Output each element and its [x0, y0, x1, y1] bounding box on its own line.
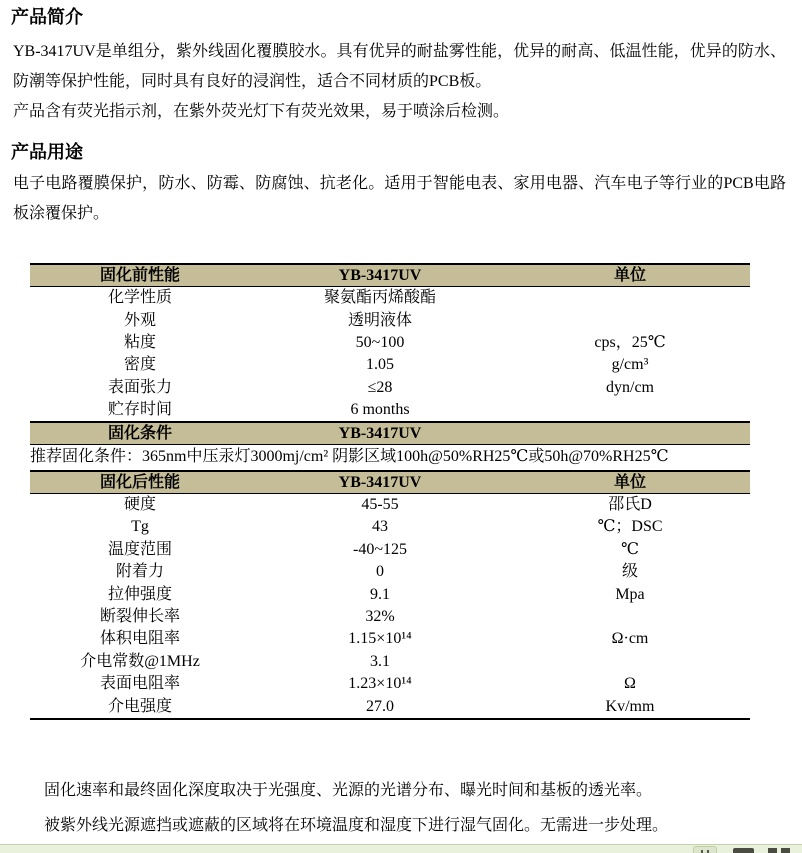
property-name: 介电强度 — [107, 697, 172, 715]
property-value: 43 — [372, 518, 388, 536]
table-row — [30, 695, 750, 717]
multi-page-view-icon[interactable] — [768, 848, 792, 853]
property-unit: dyn/cm — [606, 378, 654, 396]
header-product: YB-3417UV — [338, 473, 422, 491]
property-name: 拉伸强度 — [107, 585, 172, 603]
property-name: 表面电阻率 — [99, 675, 180, 693]
read-mode-view-icon[interactable] — [733, 848, 754, 853]
property-unit: cps，25℃ — [594, 333, 666, 351]
property-unit: Ω·cm — [611, 630, 649, 648]
property-name: 贮存时间 — [107, 401, 172, 419]
table-row — [30, 309, 750, 331]
property-value: 1.05 — [366, 356, 394, 374]
property-value: 9.1 — [370, 585, 390, 603]
table-row — [30, 606, 750, 628]
table-row — [30, 539, 750, 561]
properties-table — [30, 263, 750, 720]
property-value: 50~100 — [355, 333, 405, 351]
table-row — [30, 628, 750, 650]
usage-heading: 产品用途 — [11, 142, 83, 162]
intro-paragraph-2: 产品含有荧光指示剂，在紫外荧光灯下有荧光效果，易于喷涂后检测。 — [13, 103, 510, 120]
table-row — [30, 583, 750, 605]
property-unit: 邵氏D — [608, 496, 652, 514]
property-value: 6 months — [350, 401, 410, 419]
property-value: 1.23×10¹⁴ — [348, 675, 412, 693]
table-row — [30, 354, 750, 376]
header-title: 固化条件 — [107, 425, 172, 443]
table-row — [30, 673, 750, 695]
footnote-1: 固化速率和最终固化深度取决于光强度、光源的光谱分布、曝光时间和基板的透光率。 — [44, 781, 653, 799]
usage-paragraph: 电子电路覆膜保护，防水、防霉、防腐蚀、抗老化。适用于智能电表、家用电器、汽车电子等行业的PCB电路板涂覆保护。 — [13, 175, 786, 222]
property-name: 断裂伸长率 — [99, 607, 180, 625]
property-unit: Kv/mm — [605, 697, 655, 715]
property-unit: g/cm³ — [611, 356, 649, 374]
table-row — [30, 287, 750, 309]
property-name: 温度范围 — [107, 540, 172, 558]
footnote-2: 被紫外线光源遮挡或遮蔽的区域将在环境温度和湿度下进行湿气固化。无需进一步处理。 — [44, 816, 669, 834]
table-row — [30, 377, 750, 399]
header-title: 固化前性能 — [99, 267, 180, 284]
property-unit: 级 — [621, 563, 638, 581]
app-status-bar — [0, 844, 802, 853]
property-value: 透明液体 — [347, 311, 412, 329]
property-name: 硬度 — [123, 496, 156, 514]
property-name: 表面张力 — [107, 378, 172, 396]
table-row — [30, 651, 750, 673]
property-name: 附着力 — [115, 563, 164, 581]
table-row — [30, 494, 750, 516]
footnotes — [44, 773, 782, 843]
property-value: 32% — [365, 607, 395, 625]
property-name: 体积电阻率 — [99, 630, 180, 648]
header-product: YB-3417UV — [338, 267, 422, 284]
property-value: 聚氨酯丙烯酸酯 — [323, 289, 436, 307]
property-value: 3.1 — [370, 652, 390, 670]
table-row — [30, 561, 750, 583]
table-row — [30, 332, 750, 354]
property-unit: ℃ — [621, 540, 639, 558]
table-header-cure-condition — [30, 421, 750, 445]
table-row — [30, 516, 750, 538]
property-value: 1.15×10¹⁴ — [348, 630, 412, 648]
property-value: -40~125 — [353, 540, 407, 558]
intro-paragraph-1: YB-3417UV是单组分，紫外线固化覆膜胶水。具有优异的耐盐雾性能，优异的耐高、低温性能，优异的防水、防潮等保护性能，同时具有良好的浸润性，适合不同材质的PCB板。 — [13, 43, 786, 90]
header-unit: 单位 — [613, 473, 646, 491]
property-value: ≤28 — [367, 378, 393, 396]
header-unit: 单位 — [613, 267, 646, 284]
table-header-post-cure — [30, 470, 750, 494]
property-name: 粘度 — [123, 333, 156, 351]
table-row — [30, 399, 750, 421]
property-name: 介电常数@1MHz — [80, 652, 200, 670]
intro-heading: 产品简介 — [11, 7, 83, 27]
header-product: YB-3417UV — [338, 425, 422, 443]
property-name: 化学性质 — [107, 289, 172, 307]
table-header-pre-cure — [30, 263, 750, 287]
property-name: 密度 — [123, 356, 156, 374]
property-name: 外观 — [123, 311, 156, 329]
header-title: 固化后性能 — [99, 473, 180, 491]
property-unit: Mpa — [615, 585, 645, 603]
property-value: 45-55 — [361, 496, 399, 514]
cure-condition-note: 推荐固化条件：365nm中压汞灯3000mj/cm² 阴影区域100h@50%RH25℃或50h@70%RH25℃ — [30, 448, 669, 466]
property-value: 27.0 — [366, 697, 394, 715]
property-unit: Ω — [624, 675, 636, 693]
property-value: 0 — [376, 563, 384, 581]
page-navigation-icon[interactable] — [693, 846, 717, 853]
property-name: Tg — [131, 518, 149, 536]
property-unit: ℃；DSC — [597, 518, 663, 536]
